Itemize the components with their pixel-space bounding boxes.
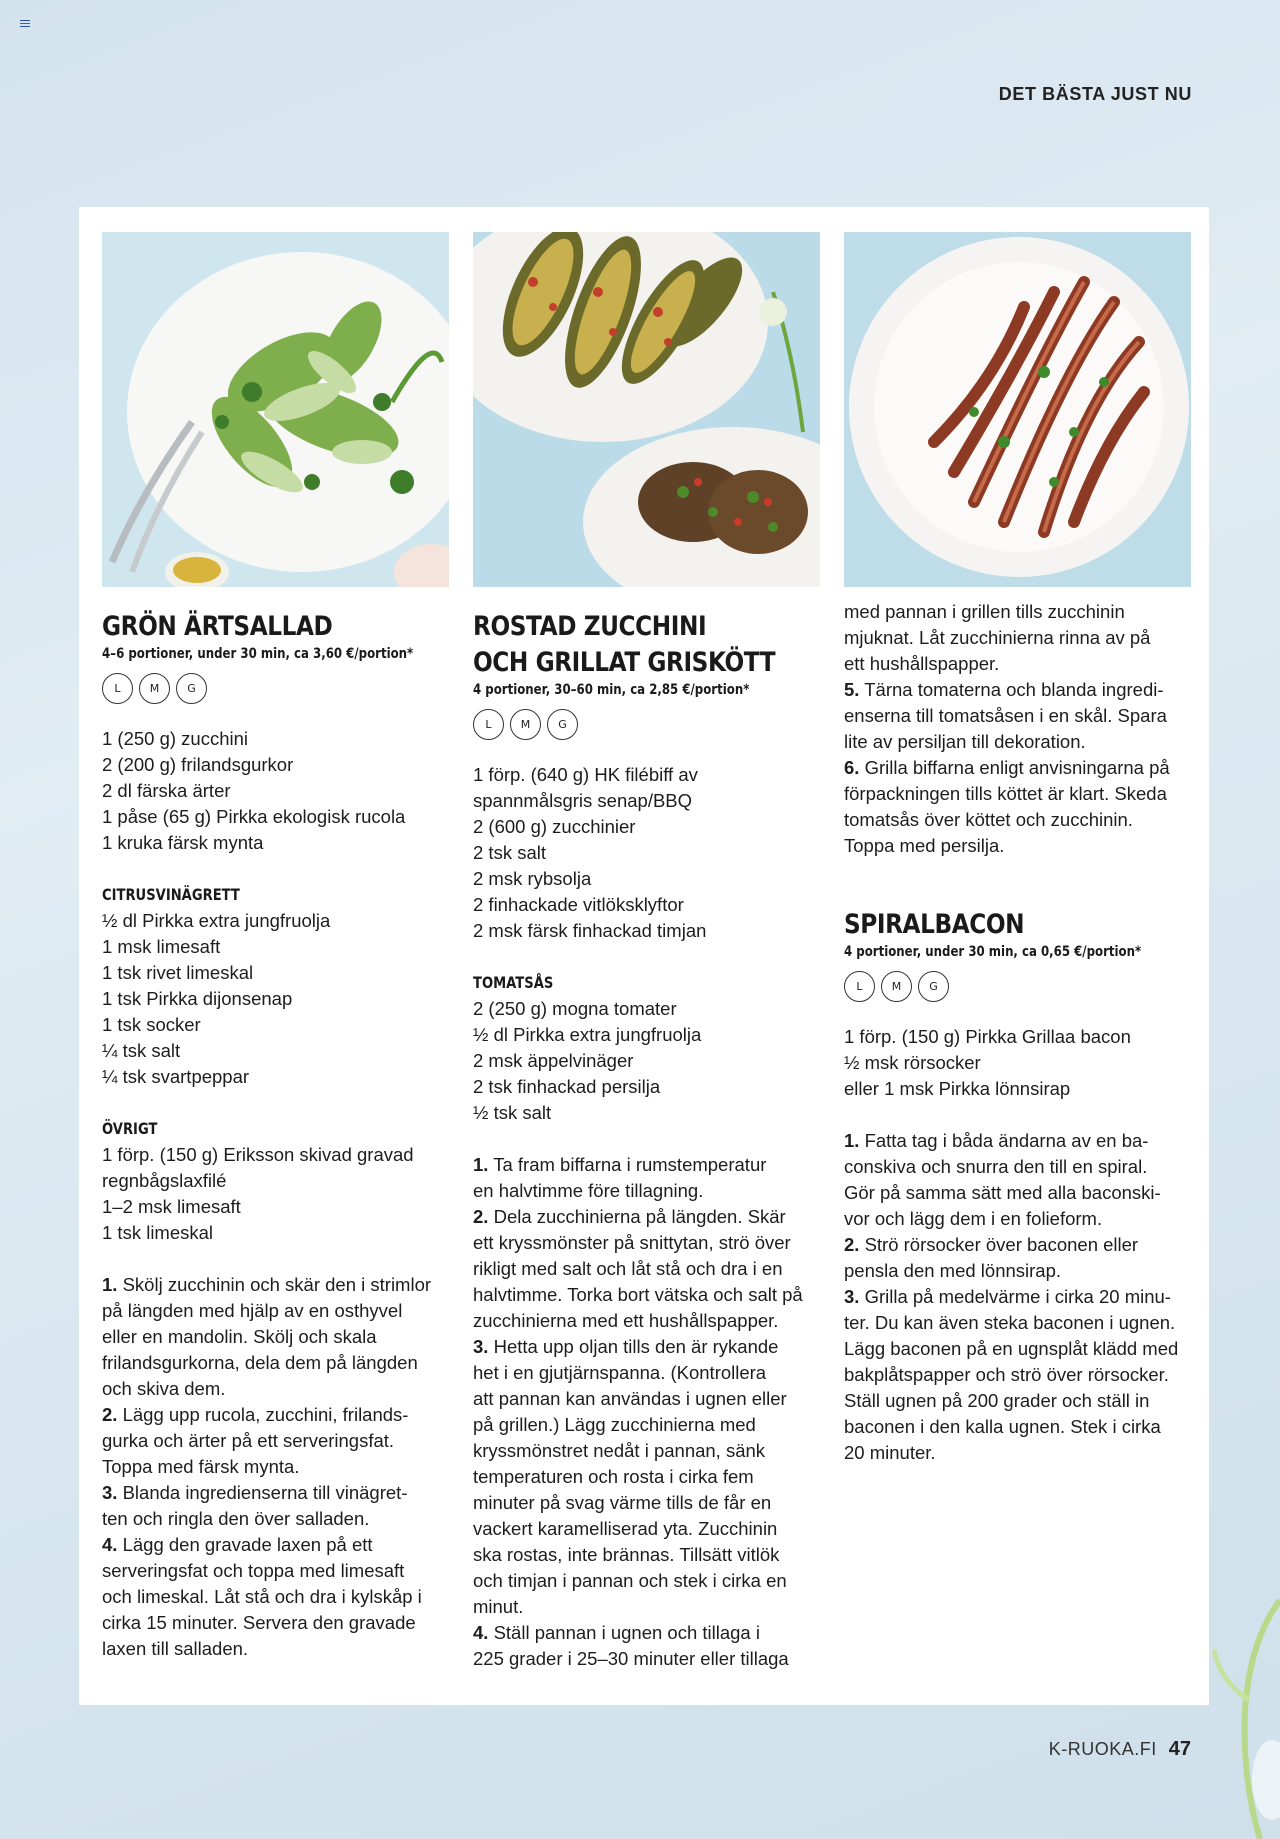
ingredient-line: 2 msk äppelvinäger — [473, 1050, 634, 1071]
ingredient-line: eller 1 msk Pirkka lönnsirap — [844, 1078, 1071, 1099]
salad-photo — [102, 232, 449, 587]
ingredient-list — [102, 1142, 449, 1246]
ingredient-list — [473, 996, 820, 1126]
instruction-line: vackert karamelliserad yta. Zucchinin — [473, 1518, 778, 1539]
subsection-heading: TOMATSÅS — [473, 973, 554, 992]
instruction-line: conskiva och snurra den till en spiral. — [844, 1156, 1148, 1177]
ingredient-line: regnbågslaxfilé — [102, 1170, 227, 1191]
instruction-line: på längden med hjälp av en osthyvel — [102, 1300, 403, 1321]
instruction-list — [473, 1152, 820, 1672]
gluten-free-badge: G — [176, 673, 207, 704]
ingredient-line: ¼ tsk svartpeppar — [102, 1066, 250, 1087]
instruction-line: minut. — [473, 1596, 524, 1617]
instruction-line: 6. Grilla biffarna enligt anvisningarna på — [844, 757, 1170, 778]
instruction-line: minuter på svag värme tills de får en — [473, 1492, 772, 1513]
recipe-meta: 4 portioner, 30–60 min, ca 2,85 €/portion* — [473, 682, 750, 698]
recipe-title: ROSTAD ZUCCHINI — [473, 611, 707, 642]
site-url[interactable]: K-RUOKA.FI — [1048, 1739, 1157, 1759]
instruction-line: rikligt med salt och låt stå och dra i en — [473, 1258, 783, 1279]
ingredient-line: 1 förp. (150 g) Pirkka Grillaa bacon — [844, 1026, 1131, 1047]
ingredient-line: 2 msk rybsolja — [473, 868, 592, 889]
instruction-line: bakplåtspapper och strö över rörsocker. — [844, 1364, 1169, 1385]
gluten-free-badge: G — [918, 971, 949, 1002]
instruction-line: 225 grader i 25–30 minuter eller tillaga — [473, 1648, 789, 1669]
instruction-line: 4. Ställ pannan i ugnen och tillaga i — [473, 1622, 760, 1643]
recipe-title: SPIRALBACON — [844, 909, 1025, 940]
ingredient-line: 2 tsk finhackad persilja — [473, 1076, 661, 1097]
instruction-line: pensla den med lönnsirap. — [844, 1260, 1062, 1281]
subsection-heading: CITRUSVINÄGRETT — [102, 885, 240, 904]
instruction-line: cirka 15 minuter. Servera den gravade — [102, 1612, 416, 1633]
instruction-line: att pannan kan användas i ugnen eller — [473, 1388, 787, 1409]
diet-badges — [473, 709, 820, 740]
ingredient-line: 1 tsk Pirkka dijonsenap — [102, 988, 293, 1009]
instruction-line: förpackningen tills köttet är klart. Skeda — [844, 783, 1167, 804]
ingredient-list — [102, 726, 449, 856]
instruction-list — [844, 1128, 1191, 1466]
column-artsallad — [102, 232, 449, 1662]
ingredient-line: ¼ tsk salt — [102, 1040, 181, 1061]
menu-icon[interactable] — [20, 20, 30, 29]
lactose-free-badge: L — [844, 971, 875, 1002]
recipe-meta: 4 portioner, under 30 min, ca 0,65 €/portion* — [844, 944, 1142, 960]
diet-badges — [102, 673, 449, 704]
recipe-title: OCH GRILLAT GRISKÖTT — [473, 647, 776, 678]
instruction-line: ett hushållspapper. — [844, 653, 1000, 674]
gluten-free-badge: G — [547, 709, 578, 740]
ingredient-line: ½ msk rörsocker — [844, 1052, 981, 1073]
instruction-list — [102, 1272, 449, 1662]
instruction-line: Gör på samma sätt med alla baconski- — [844, 1182, 1161, 1203]
instruction-line: 4. Lägg den gravade laxen på ett — [102, 1534, 373, 1555]
subsection-heading: ÖVRIGT — [102, 1119, 158, 1138]
instruction-line: lite av persiljan till dekoration. — [844, 731, 1086, 752]
recipe-meta: 4–6 portioner, under 30 min, ca 3,60 €/portion* — [102, 646, 414, 662]
instruction-line: eller en mandolin. Skölj och skala — [102, 1326, 377, 1347]
ingredient-line: ½ dl Pirkka extra jungfruolja — [102, 910, 331, 931]
instruction-line: ter. Du kan även steka baconen i ugnen. — [844, 1312, 1176, 1333]
instruction-line: 2. Strö rörsocker över baconen eller — [844, 1234, 1139, 1255]
instruction-line: 20 minuter. — [844, 1442, 936, 1463]
instruction-line: het i en gjutjärnspanna. (Kontrollera — [473, 1362, 767, 1383]
instruction-line: 1. Skölj zucchinin och skär den i strimlor — [102, 1274, 432, 1295]
ingredient-line: 1 (250 g) zucchini — [102, 728, 249, 749]
instruction-line: ett kryssmönster på snittytan, strö över — [473, 1232, 791, 1253]
instruction-line: tomatsås över köttet och zucchinin. — [844, 809, 1133, 830]
instruction-line: och skiva dem. — [102, 1378, 226, 1399]
instruction-line: 1. Ta fram biffarna i rumstemperatur — [473, 1154, 767, 1175]
instruction-line: ten och ringla den över salladen. — [102, 1508, 370, 1529]
ingredient-list — [844, 1024, 1191, 1102]
ingredient-line: 2 dl färska ärter — [102, 780, 231, 801]
section-kicker: DET BÄSTA JUST NU — [998, 84, 1192, 104]
instruction-line: en halvtimme före tillagning. — [473, 1180, 704, 1201]
instruction-line: ska rostas, inte brännas. Tillsätt vitlök — [473, 1544, 780, 1565]
ingredient-line: 2 finhackade vitlöksklyftor — [473, 894, 684, 915]
instruction-line: enserna till tomatsåsen i en skål. Spara — [844, 705, 1167, 726]
ingredient-line: 2 tsk salt — [473, 842, 546, 863]
page-footer — [1049, 1738, 1191, 1761]
instruction-line: laxen till salladen. — [102, 1638, 249, 1659]
page-number: 47 — [1168, 1738, 1191, 1760]
ingredient-list — [102, 908, 449, 1090]
lactose-free-badge: L — [473, 709, 504, 740]
ingredient-line: 2 (250 g) mogna tomater — [473, 998, 677, 1019]
instruction-line: 3. Grilla på medelvärme i cirka 20 minu- — [844, 1286, 1171, 1307]
instruction-line: frilandsgurkorna, dela dem på längden — [102, 1352, 418, 1373]
instruction-line: gurka och ärter på ett serveringsfat. — [102, 1430, 395, 1451]
flower-decoration — [1210, 1480, 1280, 1839]
ingredient-line: spannmålsgris senap/BBQ — [473, 790, 693, 811]
diet-badges — [844, 971, 1191, 1002]
ingredient-line: 1 tsk limeskal — [102, 1222, 214, 1243]
column-zucchini — [473, 232, 820, 1672]
milk-free-badge: M — [139, 673, 170, 704]
instruction-line: 1. Fatta tag i båda ändarna av en ba- — [844, 1130, 1149, 1151]
ingredient-line: ½ dl Pirkka extra jungfruolja — [473, 1024, 702, 1045]
ingredient-line: 1 tsk rivet limeskal — [102, 962, 254, 983]
ingredient-line: 1 kruka färsk mynta — [102, 832, 264, 853]
bacon-photo — [844, 232, 1191, 587]
milk-free-badge: M — [510, 709, 541, 740]
instruction-line: på grillen.) Lägg zucchinierna med — [473, 1414, 756, 1435]
ingredient-line: 1 förp. (150 g) Eriksson skivad gravad — [102, 1144, 414, 1165]
column-spiralbacon — [844, 232, 1191, 1466]
instruction-line: serveringsfat och toppa med limesaft — [102, 1560, 405, 1581]
ingredient-line: ½ tsk salt — [473, 1102, 552, 1123]
instruction-line: Ställ ugnen på 200 grader och ställ in — [844, 1390, 1150, 1411]
instruction-line: och limeskal. Låt stå och dra i kylskåp i — [102, 1586, 422, 1607]
instruction-line: med pannan i grillen tills zucchinin — [844, 601, 1125, 622]
ingredient-line: 1 påse (65 g) Pirkka ekologisk rucola — [102, 806, 406, 827]
instruction-line: mjuknat. Låt zucchinierna rinna av på — [844, 627, 1151, 648]
instruction-line: zucchinierna med ett hushållspapper. — [473, 1310, 779, 1331]
ingredient-line: 1–2 msk limesaft — [102, 1196, 241, 1217]
instruction-line: temperaturen och rosta i cirka fem — [473, 1466, 754, 1487]
ingredient-line: 1 tsk socker — [102, 1014, 201, 1035]
ingredient-line: 1 msk limesaft — [102, 936, 221, 957]
milk-free-badge: M — [881, 971, 912, 1002]
ingredient-line: 2 msk färsk finhackad timjan — [473, 920, 707, 941]
instruction-line: 3. Hetta upp oljan tills den är rykande — [473, 1336, 779, 1357]
instruction-line: Toppa med persilja. — [844, 835, 1005, 856]
instruction-line: vor och lägg dem i en folieform. — [844, 1208, 1103, 1229]
instruction-line: Lägg baconen på en ugnsplåt klädd med — [844, 1338, 1179, 1359]
ingredient-line: 1 förp. (640 g) HK filébiff av — [473, 764, 698, 785]
zucchini-photo — [473, 232, 820, 587]
instruction-line: 5. Tärna tomaterna och blanda ingredi- — [844, 679, 1164, 700]
instruction-line: halvtimme. Torka bort vätska och salt på — [473, 1284, 803, 1305]
recipe-title: GRÖN ÄRTSALLAD — [102, 611, 333, 642]
instruction-line: 2. Dela zucchinierna på längden. Skär — [473, 1206, 786, 1227]
instruction-line: kryssmönstret nedåt i pannan, sänk — [473, 1440, 766, 1461]
recipe-card — [79, 207, 1209, 1705]
instruction-line: baconen i den kalla ugnen. Stek i cirka — [844, 1416, 1161, 1437]
instruction-list — [844, 599, 1191, 859]
ingredient-list — [473, 762, 820, 944]
lactose-free-badge: L — [102, 673, 133, 704]
ingredient-line: 2 (600 g) zucchinier — [473, 816, 636, 837]
instruction-line: 3. Blanda ingredienserna till vinägret- — [102, 1482, 408, 1503]
instruction-line: 2. Lägg upp rucola, zucchini, frilands- — [102, 1404, 409, 1425]
instruction-line: Toppa med färsk mynta. — [102, 1456, 300, 1477]
ingredient-line: 2 (200 g) frilandsgurkor — [102, 754, 294, 775]
instruction-line: och timjan i pannan och stek i cirka en — [473, 1570, 787, 1591]
